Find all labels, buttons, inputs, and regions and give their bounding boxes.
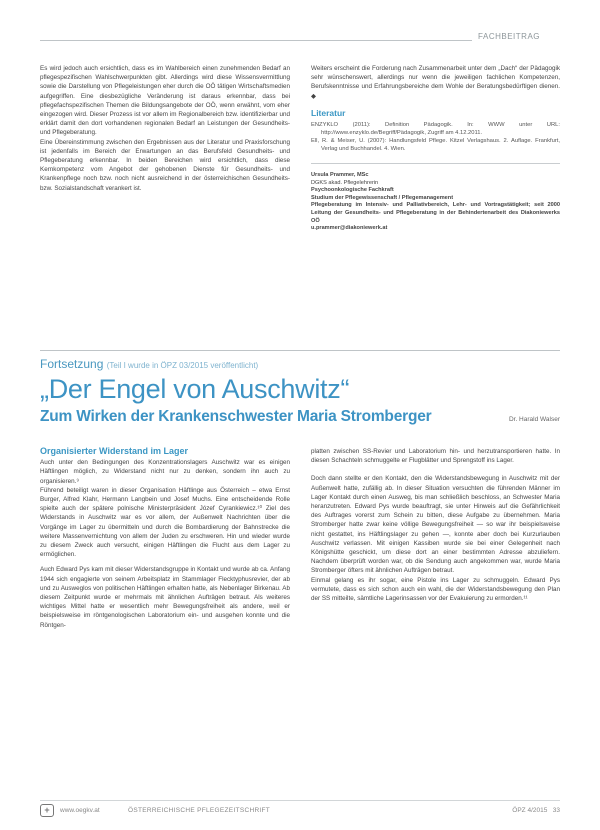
article-body-left [40, 447, 290, 630]
paragraph: Es wird jedoch auch ersichtlich, dass es im Wahlbereich einen zunehmenden Bedarf an pflegespezifischen Wahlschwerpunkten gibt. Allerdings wird diese Wissensvermittlung sowie die Darstellung von Pflegeleistungen eher durch die OÖ tätigen Wirtschaftsmedien aufgegriffen. Eine diesbezügliche Veränderung ist daraus erkennbar, dass bei pflegefachspezifischen Themen die Bildungsangebote der OÖ, wenn erwähnt, vom eher eingezogen wird. Dieser Prozess ist vor allem im Regionalbereich bzw. identifizierbar und erklärt damit den dort vorhandenen regionalen Bedarf an Leistungen der Gesundheits- und Pflegeberatung. [40, 65, 290, 137]
page-footer [40, 804, 560, 818]
footer-magazine: ÖSTERREICHISCHE PFLEGEZEITSCHRIFT [128, 807, 271, 814]
footer-issue [512, 807, 560, 814]
author-box [311, 172, 560, 233]
paragraph: Eine Übereinstimmung zwischen den Ergebnissen aus der Literatur und Praxisforschung ist jedenfalls im Bereich der Erwartungen an das Berufsfeld Gesundheits- und Pflegeberatung erkennbar. In beiden Bereichen wird ersichtlich, dass diese Kernkompetenz vom Angebot der gehobenen Dienste für Gesundheits- und Krankenpflege noch bzw. noch nicht ausreichend in der österreichischen Gesundheits- bzw. Sozialstandschaft verankert ist. [40, 138, 290, 192]
top-right-column [311, 64, 560, 233]
paragraph: Weiters erscheint die Forderung nach Zusammenarbeit unter dem „Dach“ der Pädagogik sehr wünschenswert, allerdings nur wenn die jeweiligen fachlichen Kompetenzen, Berufskenntnisse und Erfahrungsbereiche dem Wohle der Beratungsbedürftigen dienen. ◆ [311, 65, 560, 100]
paragraph: platten zwischen SS-Revier und Laboratorium hin- und herzutransportieren hatte. In diesen Schachteln schmuggelte er Flugblätter und Sprengstoff ins Lager. [311, 448, 560, 465]
article-title: „Der Engel von Auschwitz“ [40, 374, 350, 404]
body-subheading: Organisierter Widerstand im Lager [40, 446, 188, 456]
paragraph: Führend beteiligt waren in dieser Organisation Häftlinge aus Österreich – etwa Ernst Burger, Alfred Klahr, Hermann Langbein und Josef Muchs. Eine entscheidende Rolle spielte auch der spätere polnische Ministerpräsident Józef Cyrankiewicz.¹⁰ Ziel des Widerstands in Auschwitz war es vor allem, der Außenwelt Nachrichten über die Vorgänge im Lager zu übermitteln und durch die Bombardierung der Bahnstrecke die weitere Massenvernichtung von allem der Juden zu erschweren. Hin und wieder wurde zu diesem Zweck auch versucht, einigen Häftlingen die Flucht aus dem Lager zu ermöglichen. [40, 486, 290, 559]
article-byline: Dr. Harald Walser [508, 416, 560, 423]
literature-heading: Literatur [311, 107, 346, 118]
kicker-note: (Teil I wurde in ÖPZ 03/2015 veröffentlicht) [106, 361, 259, 370]
issue-label: ÖPZ 4/2015 [512, 807, 548, 814]
author-line: Pflegeberatung im Intensiv- und Palliativbereich, Lehr- und Vortragstätigkeit; seit 2000 Leitung der Gesundheits- und Pflegeberatung in der Behindertenarbeit des Diakoniewerks OÖ [311, 202, 560, 224]
article-subtitle: Zum Wirken der Krankenschwester Maria Stromberger [40, 408, 432, 425]
paragraph: Auch Edward Pys kam mit dieser Widerstandsgruppe in Kontakt und wurde ab ca. Anfang 1944 sich engagierte von seinem Arbeitsplatz im Stammlager Flecktyphusrevier, der ab und zu Ausweglos von politischen Häftlingen erhalten hatte, als Nebenlager Birkenau. Ab diesem Zeitpunkt wurde er mehrmals mit ähnlichen Aufträgen betraut. Als weiteres wichtiges Mittel hatte er wesentlich mehr Bewegungsfreiheit als andere, weil er beispielsweise im röntgenologischen Laboratorium ein- und ausgehen konnte und die Röntgen- [40, 566, 290, 629]
author-line: Studium der Pflegewissenschaft / Pflegemanagement [311, 194, 454, 201]
article-body-right [311, 447, 560, 603]
author-name: Ursula Prammer, MSc [311, 172, 369, 179]
author-divider [311, 163, 560, 164]
author-line: DGKS akad. Pflegelehrerin [311, 179, 379, 186]
section-divider [40, 350, 560, 351]
paragraph: Auch unter den Bedingungen des Konzentrationslagers Auschwitz war es einigen Häftlingen möglich, zu Widerstand nicht nur zu denken, sondern ihn auch zu organisieren.⁹ [40, 459, 290, 485]
author-line: Psychoonkologische Fachkraft [311, 187, 394, 194]
kicker-label: Fortsetzung [40, 357, 104, 371]
header-rule [40, 40, 540, 41]
paragraph: Einmal gelang es ihr sogar, eine Pistole ins Lager zu schmuggeln. Edward Pys vermutete, dass es sich schon auch ein wahl, die der Widerstandsbewegung den Plan der SS mitteilte, sämtliche Lagerinsassen vor der Evakuierung zu ermorden.¹¹ [311, 576, 560, 603]
section-label: FACHBEITRAG [472, 32, 540, 41]
cross-logo-icon: + [40, 804, 54, 817]
author-email: u.prammer@diakoniewerk.at [311, 225, 388, 232]
top-left-column [40, 64, 290, 193]
paragraph: Doch dann stellte er den Kontakt, den die Widerstandsbewegung in Auschwitz mit der Außenwelt hatte, zufällig ab. In dieser Situation versuchten die führenden Männer im Lager Kontakt durch einen Ausweg, bis man schließlich beschloss, an Schwester Maria heranzutreten. Edward Pys wurde beauftragt, sie unter Hinweis auf die Gefährlichkeit des Auftrages vorerst zum Schein zu bitten, diese Aufgabe zu übernehmen. Maria Stromberger hatte zwar keine völlige Bewegungsfreiheit — so war ihr beispielsweise nicht gestattet, ins Häftlingslager zu gehen —, konnte aber doch bei Kurzurlauben Auschwitz verlassen. Mit einigen Kassiben wurde sie bei einer Gelegenheit nach Königshütte geschickt, um diese dort an einer bestimmten Adresse abzuliefern. Nachdem überprüft worden war, ob die Sendung auch angekommen war, wurde Maria Stromberger öfters mit ähnlichen Aufträgen betraut. [311, 475, 560, 575]
page-number: 33 [552, 807, 560, 814]
literature-item: ENZYKLO (2011): Definition Pädagogik. In: WWW unter URL: http://www.enzyklo.de/Begriff/Pädagogik, Zugriff am 4.12.2011. [311, 122, 560, 137]
article-kicker [40, 357, 258, 371]
footer-rule [40, 800, 560, 801]
literature-item: Ell, R. & Meiser, U. (2007): Handlungsfeld Pflege. Kitzel Verlagshaus. 2. Auflage. Frankfurt, Verlag und Buchhandel. 4. Wien. [311, 138, 560, 153]
footer-url[interactable]: www.oegkv.at [60, 807, 100, 814]
